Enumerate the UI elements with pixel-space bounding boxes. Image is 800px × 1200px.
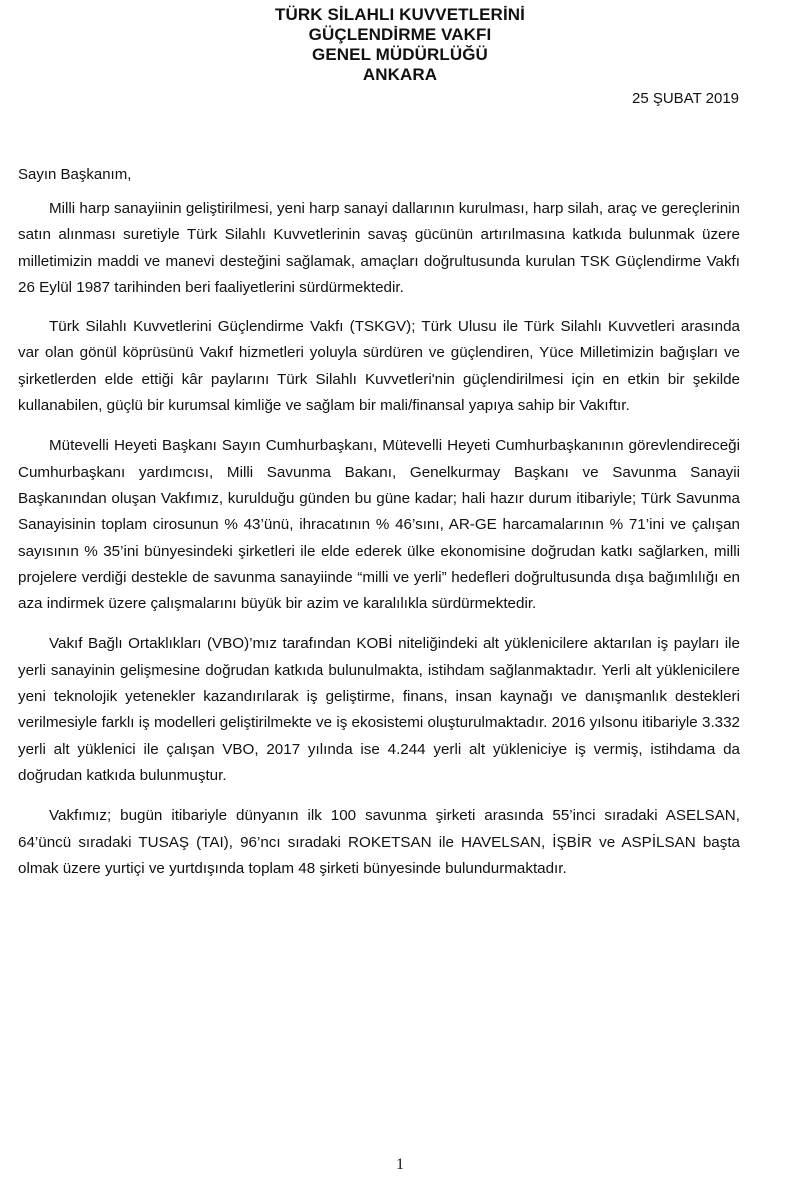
paragraph-tskgv-description: Türk Silahlı Kuvvetlerini Güçlendirme Vakfı (TSKGV); Türk Ulusu ile Türk Silahlı Kuvvetleri arasında var olan gönül köprüsünü Vakıf hizmetleri yoluyla sürdüren ve güçlendiren, Yüce Milletimizin bağışları ve şirketlerden elde ettiği kâr paylarını Türk Silahlı Kuvvetleri'nin güçlendirilmesi için en etkin bir şekilde kullanabilen, güçlü bir kurumsal kimliğe ve sağlam bir mali/finansal yapıya sahip bir Vakıftır. xyxy=(18,318,740,415)
paragraph-foundation-history: Milli harp sanayiinin geliştirilmesi, yeni harp sanayi dallarının kurulması, harp silah, araç ve gereçlerinin satın alınması suretiyle Türk Silahlı Kuvvetlerinin savaş gücünün artırılmasına katkıda bulunmak üzere milletimizin maddi ve manevi desteğini sağlamak, amaçları doğrultusunda kurulan TSK Güçlendirme Vakfı 26 Eylül 1987 tarihinden beri faaliyetlerini sürdürmektedir. xyxy=(18,200,740,296)
paragraph-board-and-statistics: Mütevelli Heyeti Başkanı Sayın Cumhurbaşkanı, Mütevelli Heyeti Cumhurbaşkanının görevlendireceği Cumhurbaşkanı yardımcısı, Milli Savunma Bakanı, Genelkurmay Başkanı ve Savunma Sanayii Başkanından oluşan Vakfımız, kurulduğu günden bu güne kadar; hali hazır durum itibariyle; Türk Savunma Sanayisinin toplam cirosunun % 43’ünü, ihracatının % 46’sını, AR-GE harcamalarının % 71’ini ve çalışan sayısının % 35’ini bünyesindeki şirketleri ile elde ederek ülke ekonomisine doğrudan katkı sağlarken, milli projelere verdiği destekle de savunma sanayiinde “milli ve yerli” hedefleri doğrultusunda dışa bağımlılığı en aza indirmek üzere çalışmalarını büyük bir azim ve karalılıkla sürdürmektedir. xyxy=(18,437,740,613)
paragraph-subcontractors: Vakıf Bağlı Ortaklıkları (VBO)’mız tarafından KOBİ niteliğindeki alt yüklenicilere aktarılan iş payları ile yerli sanayinin gelişmesine doğrudan katkıda bulunulmakta, istihdam sağlanmaktadır. Yerli alt yüklenicilere yeni teknolojik yetenekler kazandırılarak iş geliştirme, finans, insan kaynağı ve danışmanlık destekleri verilmesiyle farklı iş modelleri geliştirilmekte ve iş ekosistemi oluşturulmaktadır. 2016 yılsonu itibariyle 3.332 yerli alt yüklenici ile çalışan VBO, 2017 yılında ise 4.244 yerli alt yükleniciye iş vermiş, istihdama da doğrudan katkıda bulunmuştur. xyxy=(18,635,740,784)
letterhead-line-directorate: GENEL MÜDÜRLÜĞÜ xyxy=(312,45,488,64)
letterhead-line-foundation: GÜÇLENDİRME VAKFI xyxy=(308,25,492,44)
letter-date: 25 ŞUBAT 2019 xyxy=(631,90,739,107)
letterhead xyxy=(180,5,620,85)
page-number: 1 xyxy=(396,1156,404,1173)
letterhead-line-organization: TÜRK SİLAHLI KUVVETLERİNİ xyxy=(275,5,525,24)
letterhead-line-city: ANKARA xyxy=(362,65,438,84)
salutation: Sayın Başkanım, xyxy=(18,166,132,183)
letter-body xyxy=(18,196,740,896)
paragraph-companies: Vakfımız; bugün itibariyle dünyanın ilk 100 savunma şirketi arasında 55’inci sıradaki ASELSAN, 64’üncü sıradaki TUSAŞ (TAI), 96’ncı sıradaki ROKETSAN ile HAVELSAN, İŞBİR ve ASPİLSAN başta olmak üzere yurtiçi ve yurtdışında toplam 48 şirketi bünyesinde bulundurmaktadır. xyxy=(18,807,740,877)
